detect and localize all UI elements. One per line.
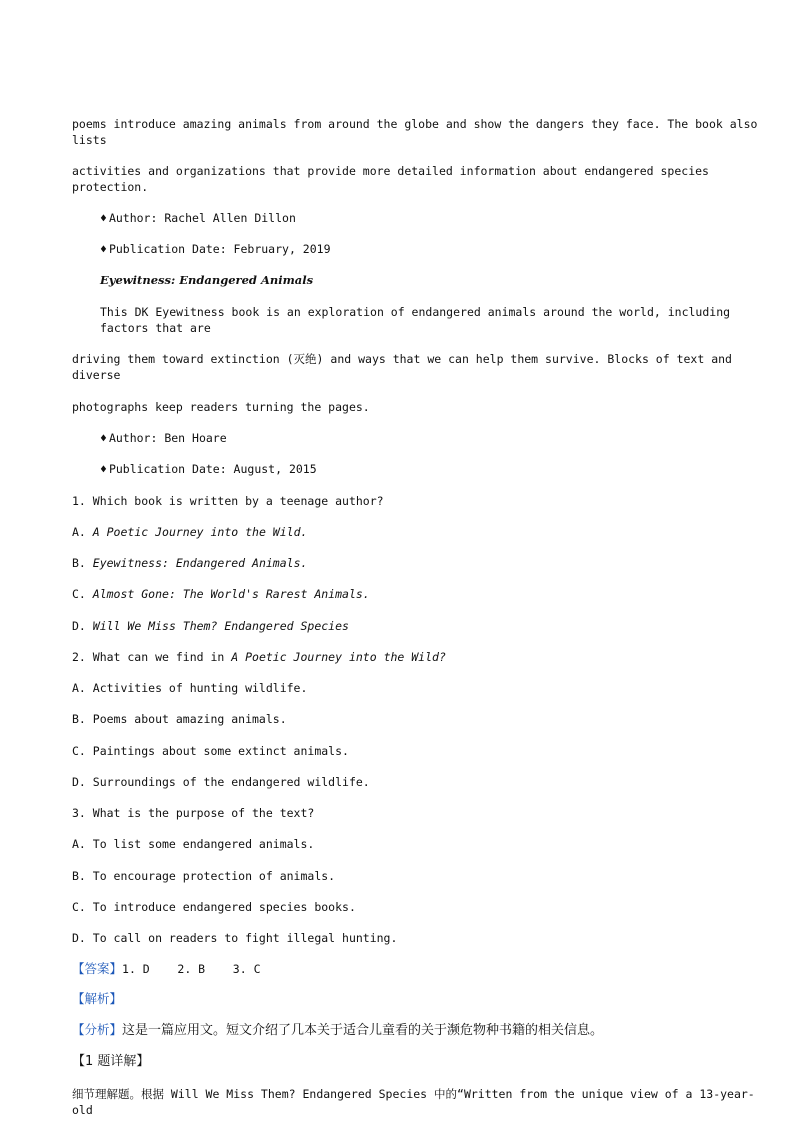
question-3-option-c: C. To introduce endangered species books. xyxy=(72,900,356,914)
option-text: Eyewitness: Endangered Animals. xyxy=(92,556,308,570)
question-3: 3. What is the purpose of the text? xyxy=(72,806,315,820)
answer-label: 【答案】 xyxy=(72,961,123,976)
question-1-option-d xyxy=(72,618,773,634)
question-2-text: 2. What can we find in xyxy=(72,650,232,664)
intro-paragraph-line-1: poems introduce amazing animals from around the globe and show the dangers they face. The book also lists xyxy=(72,117,758,147)
option-letter: A. xyxy=(72,525,93,539)
fenxi-text: 这是一篇应用文。短文介绍了几本关于适合儿童看的关于濒危物种书籍的相关信息。 xyxy=(122,1023,604,1038)
book4-author xyxy=(100,430,773,446)
diamond-bullet-icon: ♦ xyxy=(100,462,107,476)
option-text: Almost Gone: The World's Rarest Animals. xyxy=(92,587,370,601)
detail-label: 【1 题详解】 xyxy=(72,1054,150,1069)
book4-description-line-1: This DK Eyewitness book is an exploration of endangered animals around the world, including factors that are xyxy=(100,305,731,335)
analysis-heading xyxy=(72,991,773,1007)
book4-date xyxy=(100,461,773,477)
option-text: A Poetic Journey into the Wild. xyxy=(92,525,308,539)
book4-author-text: Author: Ben Hoare xyxy=(108,431,227,445)
detail-heading xyxy=(72,1054,773,1070)
diamond-bullet-icon: ♦ xyxy=(100,431,107,445)
question-2-option-a: A. Activities of hunting wildlife. xyxy=(72,681,308,695)
book4-date-text: Publication Date: August, 2015 xyxy=(108,462,317,476)
option-text: Will We Miss Them? Endangered Species xyxy=(92,619,349,633)
option-letter: C. xyxy=(72,587,93,601)
fenxi-label: 【分析】 xyxy=(72,1022,123,1037)
book3-date xyxy=(100,241,773,257)
question-2-book-title: A Poetic Journey into the Wild? xyxy=(231,650,446,664)
intro-paragraph-line-2: activities and organizations that provide more detailed information about endangered species protection. xyxy=(72,164,709,194)
answer-text: 1. D 2. B 3. C xyxy=(122,962,261,976)
detail-text: 细节理解题。根据 Will We Miss Them? Endangered Species 中的“Written from the unique view of a 13-year-old xyxy=(72,1087,755,1117)
book3-author-text: Author: Rachel Allen Dillon xyxy=(108,211,296,225)
question-2-option-c: C. Paintings about some extinct animals. xyxy=(72,744,349,758)
answer-line xyxy=(72,961,773,977)
question-3-option-b: B. To encourage protection of animals. xyxy=(72,869,336,883)
book3-date-text: Publication Date: February, 2019 xyxy=(108,242,331,256)
question-1-option-c xyxy=(72,586,773,602)
question-2 xyxy=(72,649,773,665)
book4-description-line-3: photographs keep readers turning the pages. xyxy=(72,400,370,414)
question-1-option-a xyxy=(72,524,773,540)
book4-description-line-2: driving them toward extinction (灭绝) and ways that we can help them survive. Blocks of text and diverse xyxy=(72,352,732,382)
question-1: 1. Which book is written by a teenage author? xyxy=(72,494,384,508)
book4-title: Eyewitness: Endangered Animals xyxy=(100,273,314,287)
book3-author xyxy=(100,210,773,226)
diamond-bullet-icon: ♦ xyxy=(100,242,107,256)
question-2-option-d: D. Surroundings of the endangered wildlife. xyxy=(72,775,370,789)
analysis-summary xyxy=(72,1022,773,1039)
question-1-option-b xyxy=(72,555,773,571)
question-3-option-a: A. To list some endangered animals. xyxy=(72,837,315,851)
question-3-option-d: D. To call on readers to fight illegal hunting. xyxy=(72,931,398,945)
diamond-bullet-icon: ♦ xyxy=(100,211,107,225)
question-2-option-b: B. Poems about amazing animals. xyxy=(72,712,287,726)
option-letter: B. xyxy=(72,556,93,570)
analysis-label: 【解析】 xyxy=(72,991,123,1006)
option-letter: D. xyxy=(72,619,93,633)
